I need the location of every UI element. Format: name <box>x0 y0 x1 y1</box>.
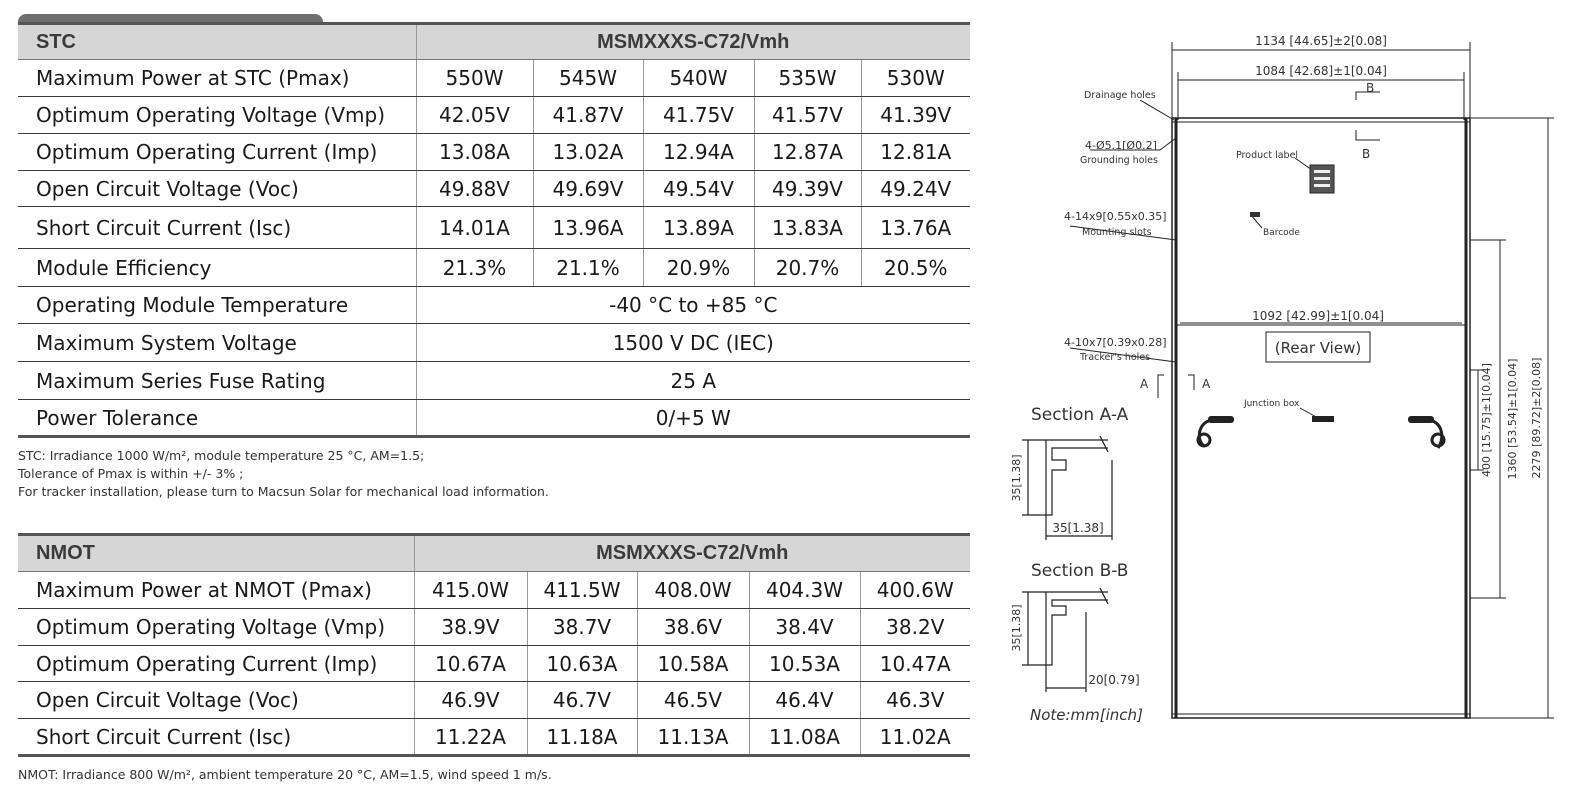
cell-value: 540W <box>643 60 754 97</box>
cell-value: 38.2V <box>860 609 970 646</box>
cell-value: 10.63A <box>527 646 637 682</box>
stc-header-row <box>18 24 970 60</box>
section-b-height: 35[1.38] <box>1010 604 1023 652</box>
cell-value: 408.0W <box>637 572 749 609</box>
stc-spec-table <box>18 22 970 438</box>
cell-value: 49.39V <box>754 171 861 207</box>
table-row <box>18 572 970 609</box>
row-label: Short Circuit Current (Isc) <box>18 207 416 249</box>
cell-value: 11.18A <box>527 719 637 756</box>
cell-value: 11.08A <box>749 719 860 756</box>
cell-value: 535W <box>754 60 861 97</box>
section-marker-b-bottom: B <box>1362 147 1371 161</box>
table-row <box>18 171 970 207</box>
cell-value: 38.9V <box>414 609 527 646</box>
cell-value: 411.5W <box>527 572 637 609</box>
cell-value: 49.24V <box>861 171 970 207</box>
barcode-label: Barcode <box>1263 228 1300 238</box>
row-label: Open Circuit Voltage (Voc) <box>18 682 414 719</box>
section-marker-b-top: B <box>1366 81 1375 95</box>
cell-value: 10.67A <box>414 646 527 682</box>
tracker-holes-label: Tracker's holes <box>1080 352 1151 363</box>
section-b-title: Section B-B <box>1031 561 1129 581</box>
cell-value: 21.3% <box>416 249 533 287</box>
tracker-dim: 4-10x7[0.39x0.28] <box>1064 336 1167 349</box>
row-label: Optimum Operating Current (Imp) <box>18 134 416 171</box>
cell-value: 25 A <box>416 362 970 400</box>
cell-value: 21.1% <box>533 249 643 287</box>
stc-notes <box>18 447 549 501</box>
dim-400: 400 [15.75]±1[0.04] <box>1480 363 1493 477</box>
cell-value: 46.5V <box>637 682 749 719</box>
cell-value: 13.08A <box>416 134 533 171</box>
cell-value: 46.9V <box>414 682 527 719</box>
cell-value: 14.01A <box>416 207 533 249</box>
barcode-icon <box>1250 212 1260 217</box>
row-label: Maximum Power at NMOT (Pmax) <box>18 572 414 609</box>
cell-value: 13.89A <box>643 207 754 249</box>
cell-value: 10.47A <box>860 646 970 682</box>
dim-mid-width: 1092 [42.99]±1[0.04] <box>1252 309 1384 323</box>
nmot-header-row <box>18 535 970 572</box>
units-note: Note:mm[inch] <box>1030 706 1143 724</box>
dim-overall-width: 1134 [44.65]±2[0.08] <box>1255 34 1387 48</box>
row-label: Maximum Series Fuse Rating <box>18 362 416 400</box>
nmot-note: NMOT: Irradiance 800 W/m², ambient temperature 20 °C, AM=1.5, wind speed 1 m/s. <box>18 767 552 782</box>
table-row <box>18 134 970 171</box>
cell-value: 38.6V <box>637 609 749 646</box>
cell-value: 49.69V <box>533 171 643 207</box>
section-marker-a-left: A <box>1140 377 1149 391</box>
table-row <box>18 400 970 437</box>
cell-value: 20.7% <box>754 249 861 287</box>
cell-value: 20.5% <box>861 249 970 287</box>
cell-value: 41.75V <box>643 97 754 134</box>
cell-value: 10.53A <box>749 646 860 682</box>
cell-value: 46.4V <box>749 682 860 719</box>
cell-value: 13.96A <box>533 207 643 249</box>
section-a-width: 35[1.38] <box>1052 521 1104 535</box>
cell-value: 11.22A <box>414 719 527 756</box>
note-line: STC: Irradiance 1000 W/m², module temperature 25 °C, AM=1.5; <box>18 448 425 463</box>
grounding-dim: 4-Ø5.1[Ø0.2] <box>1085 139 1157 152</box>
note-line: Tolerance of Pmax is within +/- 3% ; <box>18 466 244 481</box>
cell-value: 46.3V <box>860 682 970 719</box>
row-label: Module Efficiency <box>18 249 416 287</box>
cell-value: 38.4V <box>749 609 860 646</box>
mounting-slots-label: Mounting slots <box>1082 227 1152 238</box>
cell-value: 20.9% <box>643 249 754 287</box>
cell-value: 12.94A <box>643 134 754 171</box>
row-label: Short Circuit Current (Isc) <box>18 719 414 756</box>
dim-1360: 1360 [53.54]±1[0.04] <box>1506 358 1519 480</box>
drainage-holes-label: Drainage holes <box>1084 90 1156 101</box>
cell-value: -40 °C to +85 °C <box>416 287 970 324</box>
cell-value: 11.13A <box>637 719 749 756</box>
section-marker-a-right: A <box>1202 377 1211 391</box>
cell-value: 46.7V <box>527 682 637 719</box>
cell-value: 10.58A <box>637 646 749 682</box>
table-row <box>18 287 970 324</box>
row-label: Optimum Operating Current (Imp) <box>18 646 414 682</box>
cell-value: 41.87V <box>533 97 643 134</box>
table-row <box>18 97 970 134</box>
cell-value: 12.87A <box>754 134 861 171</box>
cell-value: 415.0W <box>414 572 527 609</box>
cell-value: 49.88V <box>416 171 533 207</box>
module-mechanical-drawing <box>1000 0 1595 811</box>
cell-value: 12.81A <box>861 134 970 171</box>
product-label-text: Product label <box>1236 150 1299 161</box>
cell-value: 550W <box>416 60 533 97</box>
dim-inner-width: 1084 [42.68]±1[0.04] <box>1255 64 1387 78</box>
section-b-width: 20[0.79] <box>1088 673 1140 687</box>
nmot-spec-table <box>18 533 970 757</box>
rear-view-label: (Rear View) <box>1274 339 1362 357</box>
dim-2279: 2279 [89.72]±2[0.08] <box>1530 357 1543 479</box>
stc-model-name: MSMXXXS-C72/Vmh <box>416 24 970 60</box>
table-row <box>18 207 970 249</box>
cell-value: 41.57V <box>754 97 861 134</box>
row-label: Maximum Power at STC (Pmax) <box>18 60 416 97</box>
table-row <box>18 362 970 400</box>
cell-value: 42.05V <box>416 97 533 134</box>
stc-header-label: STC <box>18 24 416 60</box>
junction-box-label: Junction box <box>1244 399 1300 409</box>
row-label: Power Tolerance <box>18 400 416 437</box>
row-label: Maximum System Voltage <box>18 324 416 362</box>
grounding-holes-label: Grounding holes <box>1080 155 1158 166</box>
cell-value: 41.39V <box>861 97 970 134</box>
table-row <box>18 324 970 362</box>
section-a-height: 35[1.38] <box>1010 454 1023 502</box>
table-row <box>18 646 970 682</box>
cell-value: 11.02A <box>860 719 970 756</box>
nmot-header-label: NMOT <box>18 535 414 572</box>
table-row <box>18 682 970 719</box>
junction-box-icon <box>1198 416 1444 448</box>
row-label: Open Circuit Voltage (Voc) <box>18 171 416 207</box>
cell-value: 13.02A <box>533 134 643 171</box>
row-label: Optimum Operating Voltage (Vmp) <box>18 97 416 134</box>
cell-value: 530W <box>861 60 970 97</box>
section-a-title: Section A-A <box>1031 405 1129 425</box>
cell-value: 1500 V DC (IEC) <box>416 324 970 362</box>
table-row <box>18 249 970 287</box>
cell-value: 400.6W <box>860 572 970 609</box>
nmot-model-name: MSMXXXS-C72/Vmh <box>414 535 970 572</box>
row-label: Operating Module Temperature <box>18 287 416 324</box>
cell-value: 13.83A <box>754 207 861 249</box>
cell-value: 38.7V <box>527 609 637 646</box>
cell-value: 13.76A <box>861 207 970 249</box>
cell-value: 0/+5 W <box>416 400 970 437</box>
cell-value: 49.54V <box>643 171 754 207</box>
note-line: For tracker installation, please turn to Macsun Solar for mechanical load information. <box>18 484 549 499</box>
cell-value: 545W <box>533 60 643 97</box>
row-label: Optimum Operating Voltage (Vmp) <box>18 609 414 646</box>
cell-value: 404.3W <box>749 572 860 609</box>
table-row <box>18 60 970 97</box>
table-row <box>18 719 970 756</box>
table-row <box>18 609 970 646</box>
mounting-dim: 4-14x9[0.55x0.35] <box>1064 210 1167 223</box>
